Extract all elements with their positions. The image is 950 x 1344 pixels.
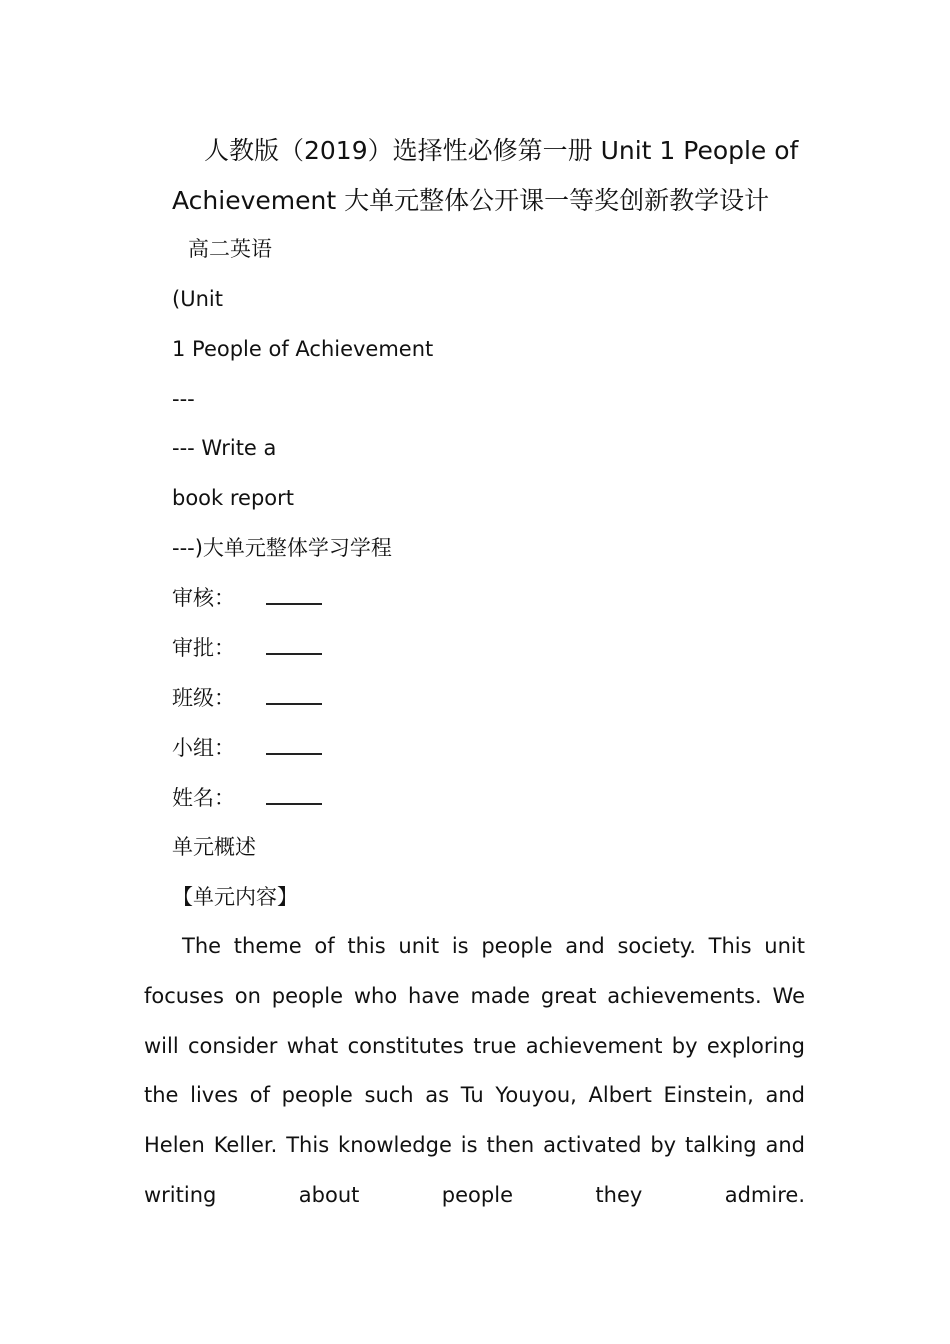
field-name xyxy=(172,783,322,813)
subsection-title: 【单元内容】 xyxy=(172,885,298,909)
heading-line: (Unit xyxy=(172,287,223,311)
field-label: 审批： xyxy=(172,636,235,660)
field-label: 小组： xyxy=(172,736,235,760)
fill-blank xyxy=(266,783,322,805)
field-label: 姓名： xyxy=(172,786,235,810)
field-group xyxy=(172,733,322,763)
fill-blank xyxy=(266,733,322,755)
field-label: 班级： xyxy=(172,686,235,710)
heading-line: --- Write a xyxy=(172,436,277,460)
fill-blank xyxy=(266,683,322,705)
field-review xyxy=(172,583,322,613)
heading-line: book report xyxy=(172,486,295,510)
fill-blank xyxy=(266,633,322,655)
heading-line: --- xyxy=(172,387,195,411)
field-approve xyxy=(172,633,322,663)
heading-line: ---)大单元整体学习学程 xyxy=(172,536,392,560)
section-title: 单元概述 xyxy=(172,835,256,859)
subject-label: 高二英语 xyxy=(188,237,272,261)
heading-line: 1 People of Achievement xyxy=(172,337,434,361)
field-class xyxy=(172,683,322,713)
field-label: 审核： xyxy=(172,586,235,610)
fill-blank xyxy=(266,583,322,605)
document-title: 人教版（2019）选择性必修第一册 Unit 1 People of Achievement 大单元整体公开课一等奖创新教学设计 xyxy=(172,136,799,215)
unit-content-paragraph: The theme of this unit is people and society. This unit focuses on people who have made great achievements. We will consider what constitutes true achievement by exploring the lives of people such as Tu Youyou, Albert Einstein, and Helen Keller. This knowledge is then activated by talking and writing about people they admire. xyxy=(144,934,805,1207)
